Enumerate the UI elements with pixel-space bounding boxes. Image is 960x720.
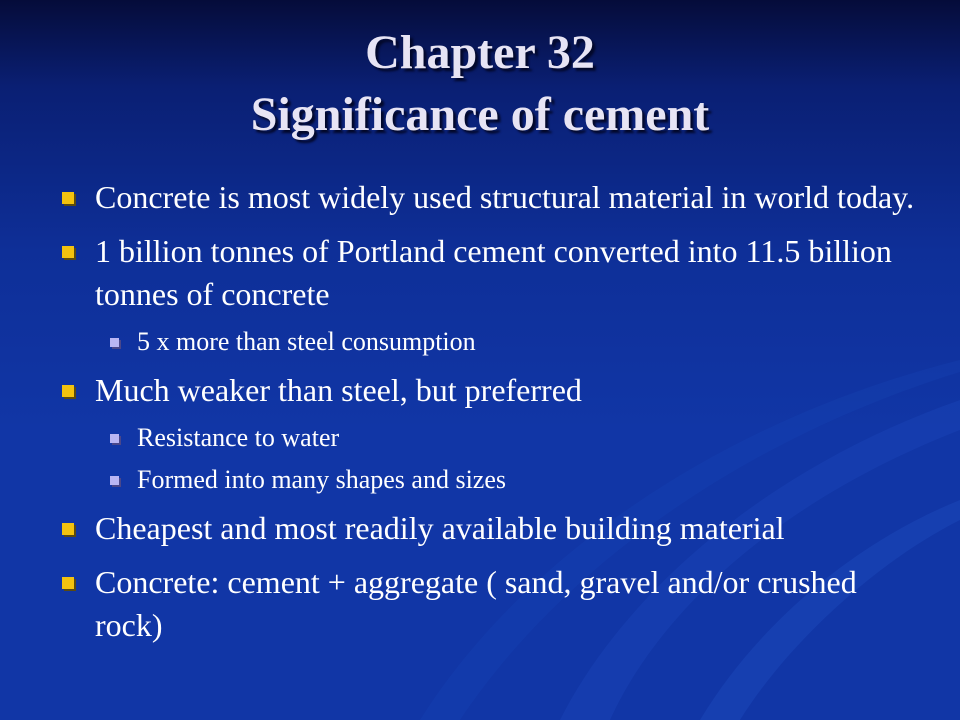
bullet-list bbox=[58, 176, 918, 658]
sub-bullet-text: 5 x more than steel consumption bbox=[137, 327, 476, 356]
slide-title bbox=[0, 22, 960, 146]
bullet-item bbox=[58, 230, 918, 316]
bullet-text: Concrete is most widely used structural material in world today. bbox=[95, 179, 915, 215]
bullet-text: Cheapest and most readily available building material bbox=[95, 510, 785, 546]
sub-bullet-text: Formed into many shapes and sizes bbox=[137, 465, 506, 494]
bullet-item bbox=[58, 561, 918, 647]
sub-bullet-item bbox=[58, 463, 918, 497]
square-sub-bullet-icon bbox=[110, 434, 119, 443]
square-sub-bullet-icon bbox=[110, 476, 119, 485]
square-sub-bullet-icon bbox=[110, 338, 119, 347]
square-bullet-icon bbox=[62, 385, 74, 397]
square-bullet-icon bbox=[62, 246, 74, 258]
bullet-item bbox=[58, 507, 918, 550]
bullet-item bbox=[58, 176, 918, 219]
square-bullet-icon bbox=[62, 523, 74, 535]
sub-bullet-item bbox=[58, 421, 918, 455]
bullet-item bbox=[58, 369, 918, 412]
title-line-2: Significance of cement bbox=[250, 88, 710, 141]
square-bullet-icon bbox=[62, 577, 74, 589]
title-line-1: Chapter 32 bbox=[365, 26, 595, 79]
sub-bullet-text: Resistance to water bbox=[137, 423, 340, 452]
square-bullet-icon bbox=[62, 192, 74, 204]
bullet-text: Much weaker than steel, but preferred bbox=[95, 372, 582, 408]
bullet-text: 1 billion tonnes of Portland cement converted into 11.5 billion tonnes of concrete bbox=[95, 233, 892, 312]
sub-bullet-item bbox=[58, 325, 918, 359]
bullet-text: Concrete: cement + aggregate ( sand, gravel and/or crushed rock) bbox=[95, 564, 857, 643]
